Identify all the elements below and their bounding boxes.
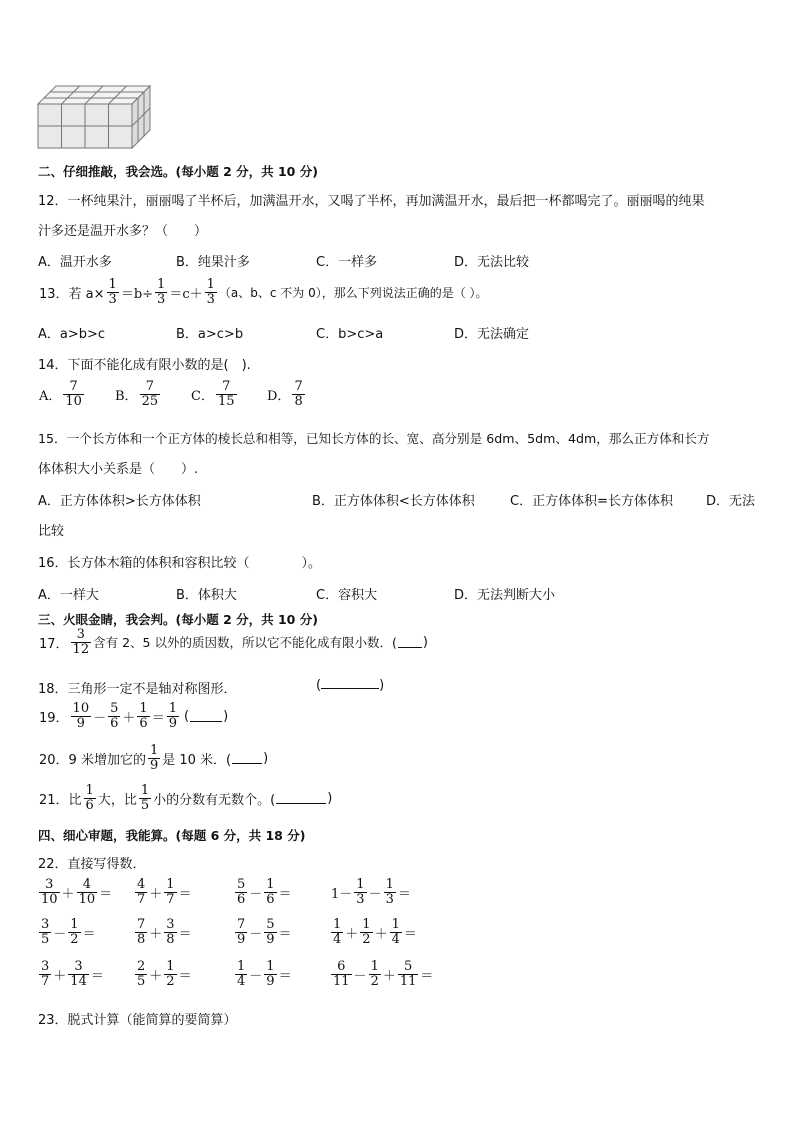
fraction: $\frac{3}{12}$ <box>72 627 90 657</box>
operator: ＝ <box>82 926 96 942</box>
option-c[interactable]: C．b>c>a <box>316 327 384 342</box>
answer-blank[interactable] <box>276 793 326 804</box>
operator: ＋ <box>149 968 163 984</box>
operator: ＝ <box>178 968 192 984</box>
option-c[interactable]: C．正方体体积=长方体体积 <box>510 494 673 509</box>
operator: 1－ <box>331 886 353 902</box>
option-b[interactable]: B．纯果汁多 <box>176 255 250 270</box>
operator: ＋ <box>61 886 75 902</box>
operator: ＝ <box>278 968 292 984</box>
section-heading: 四、细心审题，我能算。(每题 6 分，共 18 分) <box>38 828 306 843</box>
fraction: $\frac{1}{9}$ <box>149 743 159 773</box>
question-18: 18．三角形一定不是轴对称图形． <box>38 682 237 697</box>
operator: ＝ <box>178 926 192 942</box>
option-c[interactable]: C．一样多 <box>316 255 378 270</box>
answer-blank[interactable] <box>398 637 422 648</box>
question-22: 22．直接写得数． <box>38 857 146 872</box>
operator: ＝ <box>90 968 104 984</box>
fraction: $\frac{7}{8}$ <box>137 917 146 947</box>
fraction: $\frac{1}{4}$ <box>391 917 400 947</box>
calculation-item <box>134 960 193 988</box>
fraction: $\frac{1}{7}$ <box>166 877 175 907</box>
operator: ＋ <box>149 926 163 942</box>
answer-bracket: ( ) <box>316 678 385 693</box>
question-16: 16．长方体木箱的体积和容积比较（ ）。 <box>38 556 322 571</box>
operator: － <box>53 926 67 942</box>
fraction: $\frac{7}{15}$ <box>217 379 235 409</box>
calculation-item <box>330 960 434 988</box>
option-a[interactable]: A．正方体体积>长方体体积 <box>38 494 201 509</box>
question-14: 14．下面不能化成有限小数的是( ). <box>38 358 251 373</box>
answer-blank[interactable] <box>321 678 379 689</box>
operator: ＋ <box>382 968 396 984</box>
fraction: $\frac{3}{7}$ <box>41 959 50 989</box>
question-17: 17． $\frac{3}{12}$ 含有 2、5 以外的质因数，所以它不能化成有限小数．( ) <box>39 627 428 657</box>
fraction: $\frac{3}{10}$ <box>41 877 58 907</box>
fraction: $\frac{1}{4}$ <box>333 917 342 947</box>
option-a[interactable]: A．一样大 <box>38 588 99 603</box>
question-21: 21．比 $\frac{1}{6}$ 大，比 $\frac{1}{5}$ 小的分数有无数个。( ) <box>39 783 333 813</box>
option-b[interactable]: B．体积大 <box>176 588 237 603</box>
option-d[interactable]: D． $\frac{7}{8}$ <box>267 379 303 409</box>
option-a[interactable]: A．a>b>c <box>38 327 106 342</box>
question-23: 23．脱式计算（能简算的要简算） <box>38 1013 237 1028</box>
fraction: $\frac{7}{25}$ <box>141 379 159 409</box>
operator: ＝ <box>397 886 411 902</box>
fraction: $\frac{5}{6}$ <box>237 877 246 907</box>
calculation-item <box>234 960 293 988</box>
q13-prefix: 13．若 a× <box>39 286 105 302</box>
answer-blank[interactable] <box>232 753 262 764</box>
fraction: $\frac{4}{10}$ <box>78 877 96 907</box>
fraction: $\frac{5}{11}$ <box>399 959 417 989</box>
fraction: $\frac{4}{7}$ <box>137 877 146 907</box>
q13-eq2: ＝c＋ <box>169 286 203 302</box>
operator: － <box>353 968 367 984</box>
operator: － <box>249 886 263 902</box>
fraction: $\frac{3}{8}$ <box>166 917 175 947</box>
question-19: 19． $\frac{10}{9}$ － $\frac{5}{6}$ ＋ $\frac{1}{6}$ ＝ $\frac{1}{9}$ ( ) <box>39 701 229 731</box>
operator: ＋ <box>345 926 359 942</box>
operator: ＝ <box>178 886 192 902</box>
fraction: $\frac{1}{2}$ <box>70 917 79 947</box>
fraction: $\frac{1}{6}$ <box>139 701 148 731</box>
fraction: $\frac{1}{5}$ <box>140 783 150 813</box>
section-heading: 二、仔细推敲，我会选。(每小题 2 分，共 10 分) <box>38 164 318 179</box>
option-c[interactable]: C． $\frac{7}{15}$ <box>191 379 235 409</box>
cube-stack-figure <box>36 82 154 152</box>
fraction: $\frac{1}{3}$ <box>108 277 117 307</box>
fraction: $\frac{1}{3}$ <box>385 877 394 907</box>
option-d[interactable]: D．无法判断大小 <box>454 588 556 603</box>
section-heading: 三、火眼金睛，我会判。(每小题 2 分，共 10 分) <box>38 612 318 627</box>
option-b[interactable]: B．正方体体积<长方体体积 <box>312 494 475 509</box>
option-a[interactable]: A．温开水多 <box>38 255 112 270</box>
answer-blank[interactable] <box>190 711 222 722</box>
q13-eq1: ＝b÷ <box>120 286 154 302</box>
fraction: $\frac{1}{3}$ <box>206 277 215 307</box>
calculation-item <box>330 878 412 906</box>
question-15-line1: 15．一个长方体和一个正方体的棱长总和相等，已知长方体的长、宽、高分别是 6dm、5dm、4dm，那么正方体和长方 <box>38 431 710 446</box>
fraction: $\frac{5}{6}$ <box>110 701 119 731</box>
operator: ＋ <box>53 968 67 984</box>
question-15-line2: 体体积大小关系是（ ）. <box>38 462 199 477</box>
fraction: $\frac{7}{9}$ <box>237 917 246 947</box>
question-12-line2: 汁多还是温开水多？（ ） <box>38 224 208 239</box>
fraction: $\frac{3}{14}$ <box>70 959 87 989</box>
fraction: $\frac{1}{9}$ <box>266 959 275 989</box>
operator: ＝ <box>420 968 434 984</box>
operator: ＋ <box>374 926 388 942</box>
operator: ＋ <box>149 886 163 902</box>
calculation-item <box>38 960 105 988</box>
fraction: $\frac{1}{2}$ <box>370 959 379 989</box>
question-12-line1: 12．一杯纯果汁，丽丽喝了半杯后，加满温开水，又喝了半杯，再加满温开水，最后把一杯都喝完了。丽丽喝的纯果 <box>38 194 705 209</box>
calculation-item <box>330 918 418 946</box>
calculation-item <box>38 878 113 906</box>
fraction: $\frac{1}{3}$ <box>157 277 166 307</box>
fraction: $\frac{6}{11}$ <box>333 959 350 989</box>
fraction: $\frac{1}{6}$ <box>266 877 275 907</box>
q13-suffix: （a、b、c 不为 0），那么下列说法正确的是（ ）。 <box>218 285 488 300</box>
fraction: $\frac{1}{3}$ <box>356 877 365 907</box>
question-20: 20．9 米增加它的 $\frac{1}{9}$ 是 10 米．( ) <box>39 743 269 773</box>
fraction: $\frac{3}{5}$ <box>41 917 50 947</box>
fraction: $\frac{7}{10}$ <box>65 379 82 409</box>
calculation-item <box>234 918 293 946</box>
fraction: $\frac{2}{5}$ <box>137 959 146 989</box>
option-c[interactable]: C．容积大 <box>316 588 378 603</box>
option-d[interactable]: D．无法确定 <box>454 327 530 342</box>
option-d[interactable]: D．无法 <box>706 494 756 509</box>
operator: － <box>249 968 263 984</box>
operator: － <box>368 886 382 902</box>
operator: ＝ <box>403 926 417 942</box>
fraction: $\frac{10}{9}$ <box>72 701 90 731</box>
operator: ＝ <box>99 886 113 902</box>
fraction: $\frac{1}{2}$ <box>166 959 175 989</box>
fraction: $\frac{1}{4}$ <box>237 959 246 989</box>
operator: ＝ <box>278 926 292 942</box>
option-a[interactable]: A． $\frac{7}{10}$ <box>39 379 82 409</box>
option-b[interactable]: B．a>c>b <box>176 327 244 342</box>
fraction: $\frac{1}{6}$ <box>85 783 94 813</box>
fraction: $\frac{1}{2}$ <box>362 917 371 947</box>
fraction: $\frac{1}{9}$ <box>168 701 177 731</box>
operator: － <box>249 926 263 942</box>
calculation-item <box>134 918 193 946</box>
calculation-item <box>234 878 293 906</box>
calculation-item <box>38 918 97 946</box>
question-13 <box>38 278 489 306</box>
option-d[interactable]: D．无法比较 <box>454 255 530 270</box>
fraction: $\frac{5}{9}$ <box>266 917 275 947</box>
operator: ＝ <box>278 886 292 902</box>
fraction: $\frac{7}{8}$ <box>294 379 303 409</box>
option-b[interactable]: B． $\frac{7}{25}$ <box>115 379 159 409</box>
option-d-wrap: 比较 <box>38 524 65 539</box>
calculation-item <box>134 878 193 906</box>
